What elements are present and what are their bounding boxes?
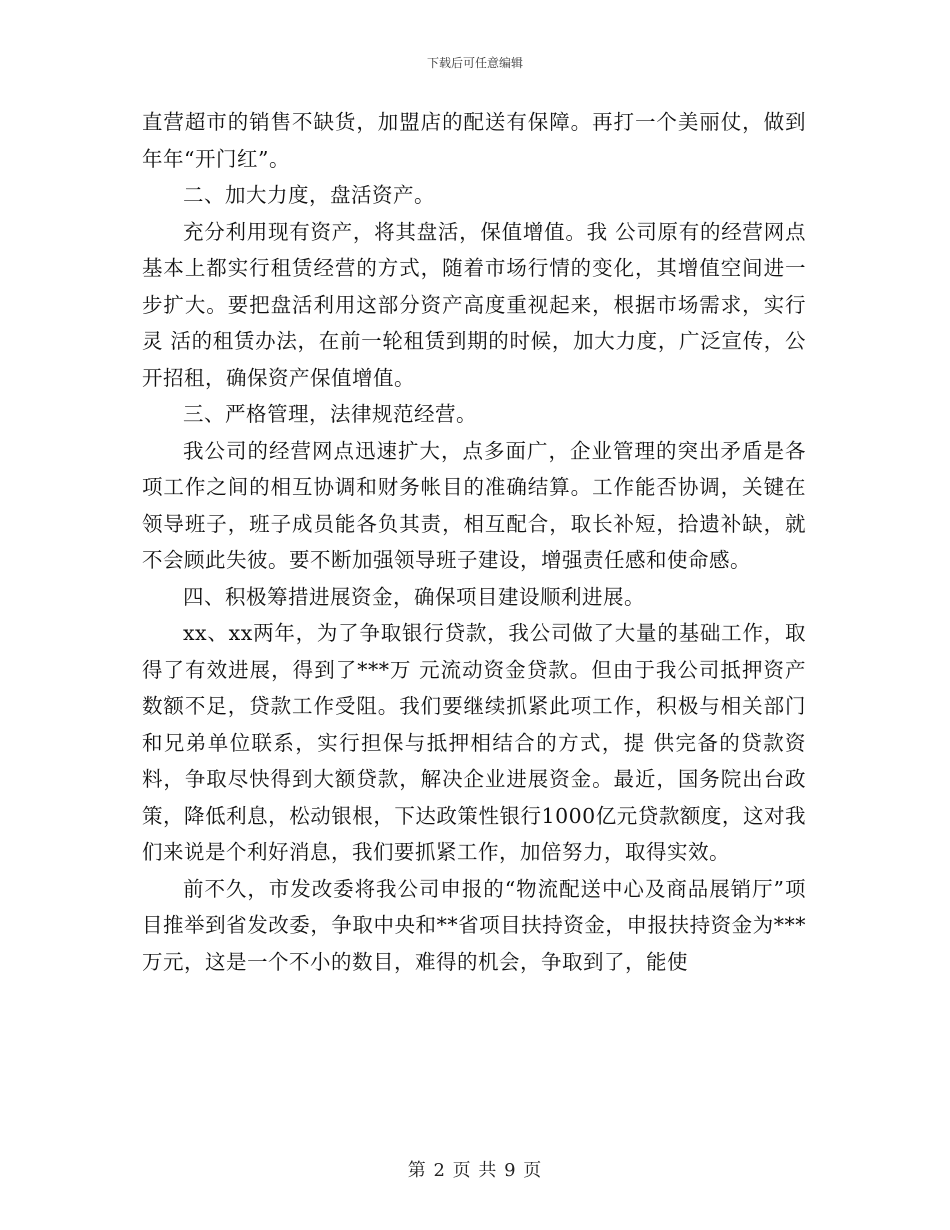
paragraph-1: 直营超市的销售不缺货，加盟店的配送有保障。再打一个美丽仗，做到年年“开门红”。 bbox=[142, 110, 806, 171]
paragraph-7: xx、xx两年，为了争取银行贷款，我公司做了大量的基础工作，取得了有效进展，得到了***万 元流动资金贷款。但由于我公司抵押资产数额不足，贷款工作受阻。我们要继续抓紧此项工作，积极与相关部门和兄弟单位联系，实行担保与抵押相结合的方式，提 供完备的贷款资料，争取尽快得到大额贷款，解决企业进展资金。最近，国务院出台政策，降低利息，松动银根，下达政策性银行1000亿元贷款额度，这对我们来说是个利好消息，我们要抓紧工作，加倍努力，取得实效。 bbox=[142, 621, 806, 864]
section-heading-2: 二、加大力度，盘活资产。 bbox=[183, 183, 435, 207]
page-number-footer: 第 2 页 共 9 页 bbox=[407, 1160, 543, 1181]
paragraph-8: 前不久，市发改委将我公司申报的“物流配送中心及商品展销厅”项目推举到省发改委，争取中央和**省项目扶持资金，申报扶持资金为***万元，这是一个不小的数目，难得的机会，争取到了，能使 bbox=[142, 876, 806, 974]
paragraph-3: 充分利用现有资产，将其盘活，保值增值。我 公司原有的经营网点基本上都实行租赁经营的方式，随着市场行情的变化，其增值空间进一步扩大。要把盘活利用这部分资产高度重视起来，根据市场需求，实行灵 活的租赁办法，在前一轮租赁到期的时候，加大力度，广泛宣传，公开招租，确保资产保值增值。 bbox=[142, 219, 806, 390]
section-heading-4: 四、积极筹措进展资金，确保项目建设顺利进展。 bbox=[183, 584, 645, 609]
page-header: 下载后可任意编辑 bbox=[426, 56, 523, 70]
document-body bbox=[142, 104, 806, 980]
section-heading-3: 三、严格管理，法律规范经营。 bbox=[183, 402, 477, 426]
paragraph-5: 我公司的经营网点迅速扩大，点多面广，企业管理的突出矛盾是各项工作之间的相互协调和财务帐目的准确结算。工作能否协调，关键在领导班子，班子成员能各负其责，相互配合，取长补短，拾遗补缺，就不会顾此失彼。要不断加强领导班子建设，增强责任感和使命感。 bbox=[142, 438, 806, 572]
